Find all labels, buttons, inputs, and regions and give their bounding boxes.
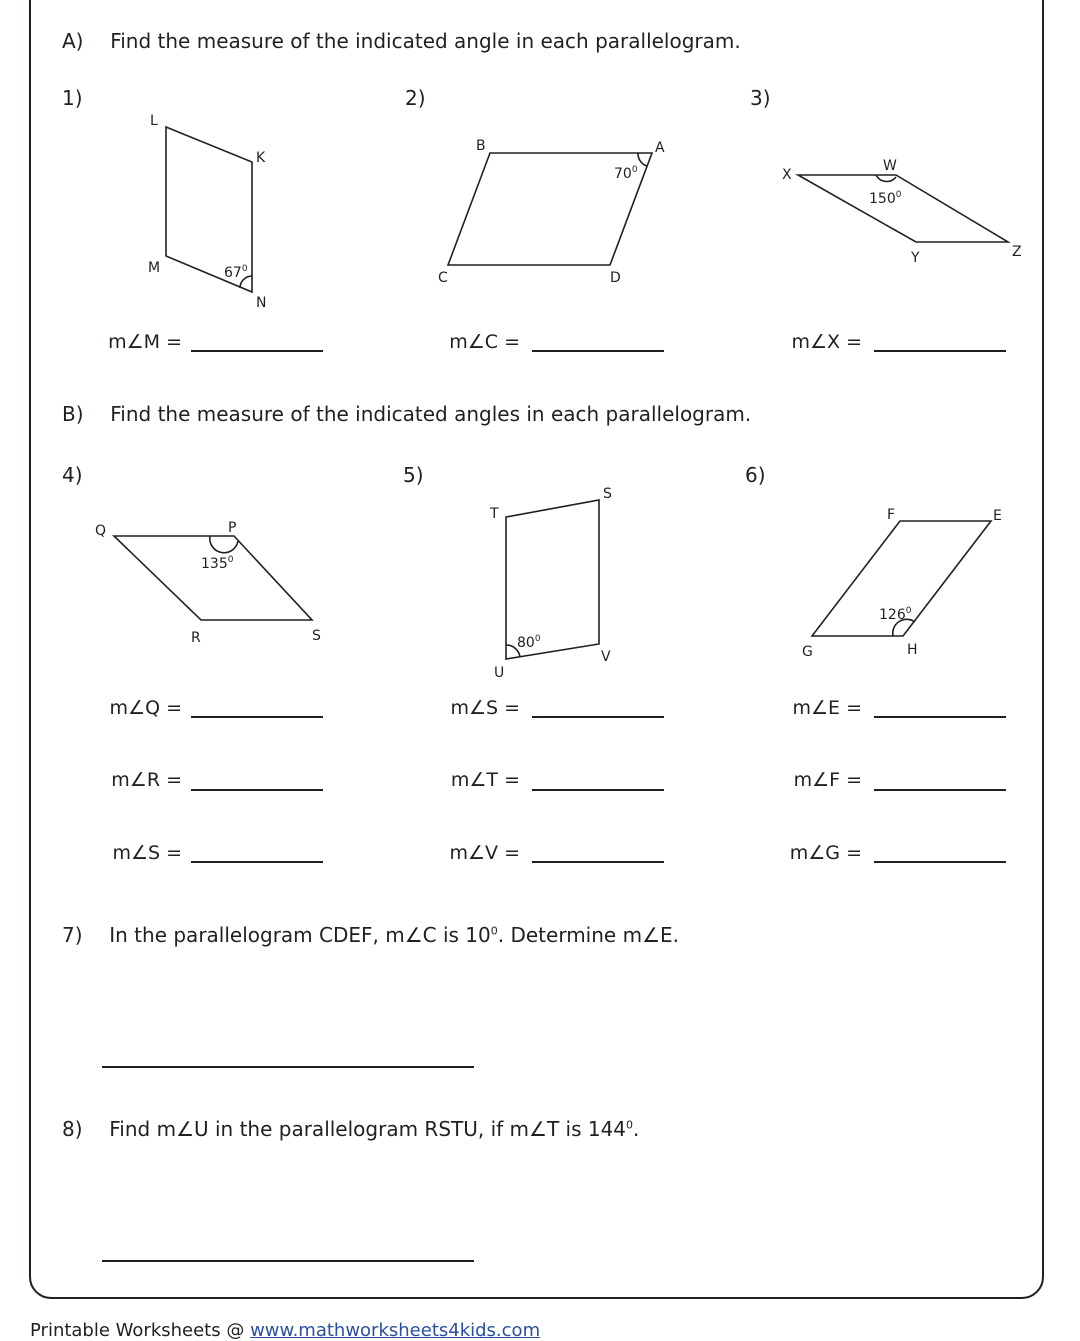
answer-blank[interactable] xyxy=(191,350,323,352)
answer-blank[interactable] xyxy=(102,1260,474,1262)
answer-blank[interactable] xyxy=(532,716,664,718)
vertex-label: G xyxy=(802,644,813,660)
given-angle-label: $80^0$ xyxy=(517,634,541,651)
vertex-label: C xyxy=(438,270,448,286)
given-angle-label: $126^0$ xyxy=(879,606,912,623)
vertex-label: S xyxy=(603,486,612,502)
answer-label: m∠X = xyxy=(791,331,862,353)
vertex-label: K xyxy=(256,150,266,166)
problem-number: 5) xyxy=(403,463,424,487)
vertex-label: V xyxy=(601,649,611,665)
answer-label: m∠S = xyxy=(112,842,182,864)
angle-arc-w xyxy=(876,175,896,181)
given-angle-label: $70^0$ xyxy=(614,165,638,182)
answer-label: m∠E = xyxy=(792,697,862,719)
answer-blank[interactable] xyxy=(532,861,664,863)
section-a-letter: A) xyxy=(62,29,84,53)
vertex-label: A xyxy=(655,140,665,156)
answer-label: m∠T = xyxy=(450,769,520,791)
footer-link[interactable]: www.mathworksheets4kids.com xyxy=(250,1320,541,1341)
word-problem-7 xyxy=(62,923,679,947)
given-angle-label: $67^0$ xyxy=(224,264,248,281)
problem-text-end: . Determine m∠E. xyxy=(497,923,679,947)
vertex-label: H xyxy=(907,642,918,658)
given-angle-label: $135^0$ xyxy=(201,555,234,572)
problem-number: 7) xyxy=(62,923,83,947)
vertex-label: B xyxy=(476,138,486,154)
problem-number: 8) xyxy=(62,1117,83,1141)
vertex-label: P xyxy=(228,520,237,536)
answer-label: m∠V = xyxy=(449,842,520,864)
vertex-label: L xyxy=(150,113,158,129)
answer-blank[interactable] xyxy=(874,716,1006,718)
section-a-instruction: Find the measure of the indicated angle in each parallelogram. xyxy=(110,29,741,53)
vertex-label: R xyxy=(191,630,201,646)
degree-mark: 0 xyxy=(626,1118,634,1132)
answer-label: m∠Q = xyxy=(109,697,182,719)
parallelogram-wxyz xyxy=(798,175,1008,242)
angle-arc-p xyxy=(210,536,238,553)
problem-number: 3) xyxy=(750,86,771,110)
vertex-label: M xyxy=(148,260,161,276)
answer-label: m∠M = xyxy=(108,331,182,353)
vertex-label: U xyxy=(494,665,505,681)
vertex-label: E xyxy=(993,508,1002,524)
vertex-label: N xyxy=(256,295,267,311)
problem-text-end: . xyxy=(633,1117,640,1141)
answer-blank[interactable] xyxy=(532,350,664,352)
degree-mark: 0 xyxy=(490,924,498,938)
section-b-letter: B) xyxy=(62,402,84,426)
problem-text: Find m∠U in the parallelogram RSTU, if m∠T is 144 xyxy=(109,1117,627,1141)
answer-label: m∠G = xyxy=(789,842,862,864)
vertex-label: Q xyxy=(95,523,107,539)
answer-blank[interactable] xyxy=(874,789,1006,791)
word-problem-8 xyxy=(62,1117,639,1141)
answer-label: m∠S = xyxy=(450,697,520,719)
answer-blank[interactable] xyxy=(874,861,1006,863)
answer-blank[interactable] xyxy=(874,350,1006,352)
answer-blank[interactable] xyxy=(102,1066,474,1068)
answer-label: m∠C = xyxy=(449,331,520,353)
answer-blank[interactable] xyxy=(191,861,323,863)
vertex-label: Z xyxy=(1012,244,1022,260)
given-angle-label: $150^0$ xyxy=(869,190,902,207)
angle-arc-a xyxy=(638,153,647,166)
vertex-label: Y xyxy=(911,250,920,266)
problem-text: In the parallelogram CDEF, m∠C is 10 xyxy=(109,923,491,947)
answer-blank[interactable] xyxy=(191,716,323,718)
section-b-heading xyxy=(62,402,751,426)
answer-blank[interactable] xyxy=(532,789,664,791)
footer xyxy=(30,1320,540,1341)
vertex-label: F xyxy=(887,507,896,523)
answer-blank[interactable] xyxy=(191,789,323,791)
footer-prefix: Printable Worksheets @ xyxy=(30,1320,251,1341)
answer-label: m∠F = xyxy=(793,769,862,791)
problem-number: 2) xyxy=(405,86,426,110)
section-b-instruction: Find the measure of the indicated angles in each parallelogram. xyxy=(110,402,752,426)
vertex-label: X xyxy=(782,167,792,183)
problem-number: 4) xyxy=(62,463,83,487)
problem-number: 1) xyxy=(62,86,83,110)
vertex-label: S xyxy=(312,628,321,644)
problem-number: 6) xyxy=(745,463,766,487)
vertex-label: W xyxy=(883,158,897,174)
answer-label: m∠R = xyxy=(111,769,182,791)
vertex-label: T xyxy=(490,506,499,522)
vertex-label: D xyxy=(610,270,621,286)
